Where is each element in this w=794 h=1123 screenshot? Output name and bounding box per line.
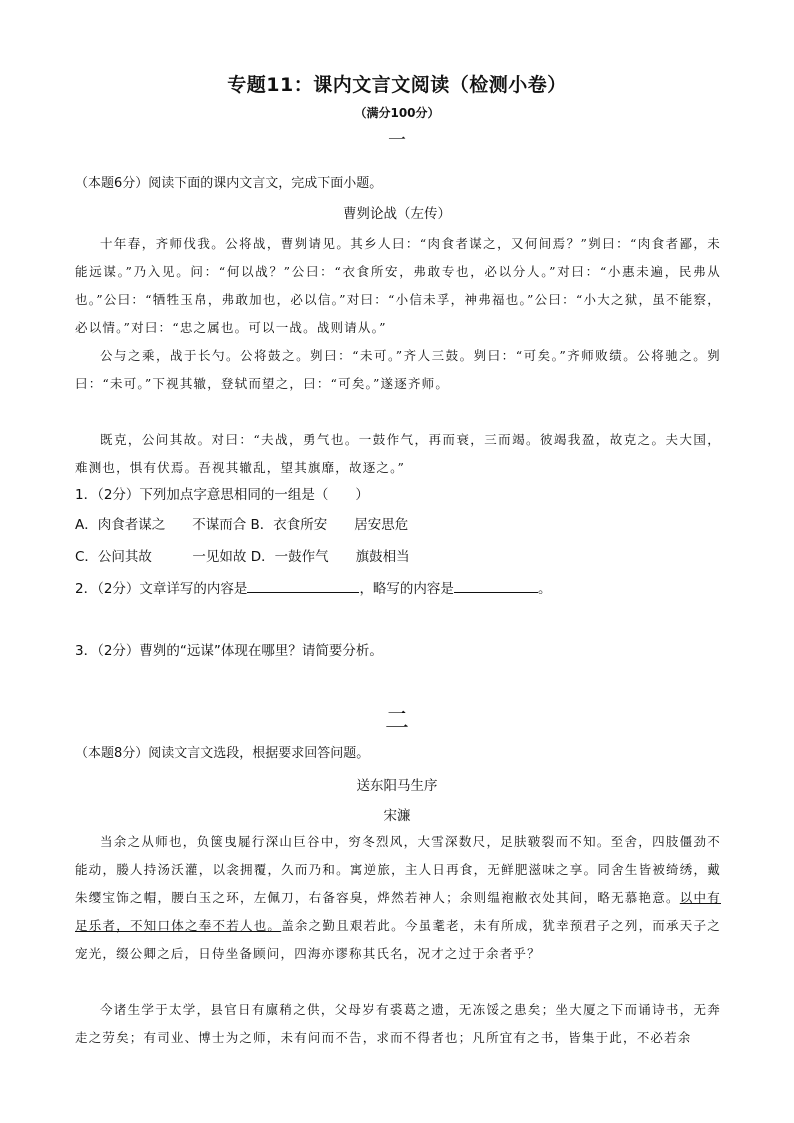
section2-intro: （本题8分）阅读文言文选段，根据要求回答问题。 [75,746,370,761]
question-2-text-a: 2．（2分）文章详写的内容是 [75,581,248,597]
section1-paragraph-1: 十年春，齐师伐我。公将战，曹刿请见。其乡人曰：“肉食者谋之，又何间焉？”刿曰：“肉食者鄙，未能远谋。”乃入见。问：“何以战？”公曰：“衣食所安，弗敢专也，必以分人。”对曰：“小惠未遍，民弗从也。”公曰：“牺牲玉帛，弗敢加也，必以信。”对曰：“小信未孚，神弗福也。”公曰：“小大之狱，虽不能察，必以情。”对曰：“忠之属也。可以一战。战则请从。” [75,236,721,335]
section2-author: 宋濂 [383,808,411,824]
section2-paragraph-1-text-a: 当余之从师也，负箧曳屣行深山巨谷中，穷冬烈风，大雪深数尺，足肤皲裂而不知。至舍，四肢僵劲不能动，媵人持汤沃灌，以衾拥覆，久而乃和。寓逆旅，主人日再食，无鲜肥滋味之享。同舍生皆被绮绣，戴朱缨宝饰之帽，腰白玉之环，左佩刀，右备容臭，烨然若神人；余则缊袍敝衣处其间，略无慕艳意。 [75,834,721,905]
question-2 [75,577,551,597]
section1-intro: （本题6分）阅读下面的课内文言文，完成下面小题。 [75,176,383,191]
page-title: 专题11：课内文言文阅读（检测小卷） [227,74,567,96]
answer-blank-1[interactable] [247,578,359,593]
section2-paragraph-1-text-b: 盖余之勤且艰若此。今虽耄老，未有所成，犹幸预君子之列，而承天子之宠光，缀公卿之后，日侍坐备顾问，四海亦谬称其氏名，况才之过于余者乎？ [75,918,721,961]
question-2-text-c: 。 [537,581,552,597]
section-number-1: 一 [388,130,406,151]
question-1-options-ab: A．肉食者谋之 不谋而合 B．衣食所安 居安思危 [75,517,409,533]
section2-paragraph-2: 今诸生学于太学，县官日有廪稍之供，父母岁有裘葛之遗，无冻馁之患矣；坐大厦之下而诵诗书，无奔走之劳矣；有司业、博士为之师，未有问而不告，求而不得者也；凡所宜有之书，皆集于此，不必若余 [75,1002,721,1045]
section2-passage-title: 送东阳马生序 [356,778,438,794]
question-1-options-cd: C．公问其故 一见如故 D．一鼓作气 旗鼓相当 [75,549,410,565]
underlined-sentence: 以中有足乐者，不知口体之奉不若人也。 [75,890,721,933]
section1-paragraph-3: 既克，公问其故。对曰：“夫战，勇气也。一鼓作气，再而衰，三而竭。彼竭我盈，故克之。夫大国，难测也，惧有伏焉。吾视其辙乱，望其旗靡，故逐之。” [75,432,721,475]
answer-blank-2[interactable] [454,578,538,593]
section2-paragraph-1 [75,828,721,968]
section1-paragraph-2: 公与之乘，战于长勺。公将鼓之。刿曰：“未可。”齐人三鼓。刿曰：“可矣。”齐师败绩。公将驰之。刿曰：“未可。”下视其辙，登轼而望之，曰：“可矣。”遂逐齐师。 [75,348,721,391]
page-subtitle: （满分100分） [354,106,440,120]
question-3: 3．（2分）曹刿的“远谋”体现在哪里？请简要分析。 [75,643,383,659]
question-2-text-b: ，略写的内容是 [359,581,454,597]
section1-passage-title: 曹刿论战（左传） [343,206,451,222]
question-1: 1．（2分）下列加点字意思相同的一组是（ ） [75,487,369,503]
section-number-2: 二 [385,706,409,734]
